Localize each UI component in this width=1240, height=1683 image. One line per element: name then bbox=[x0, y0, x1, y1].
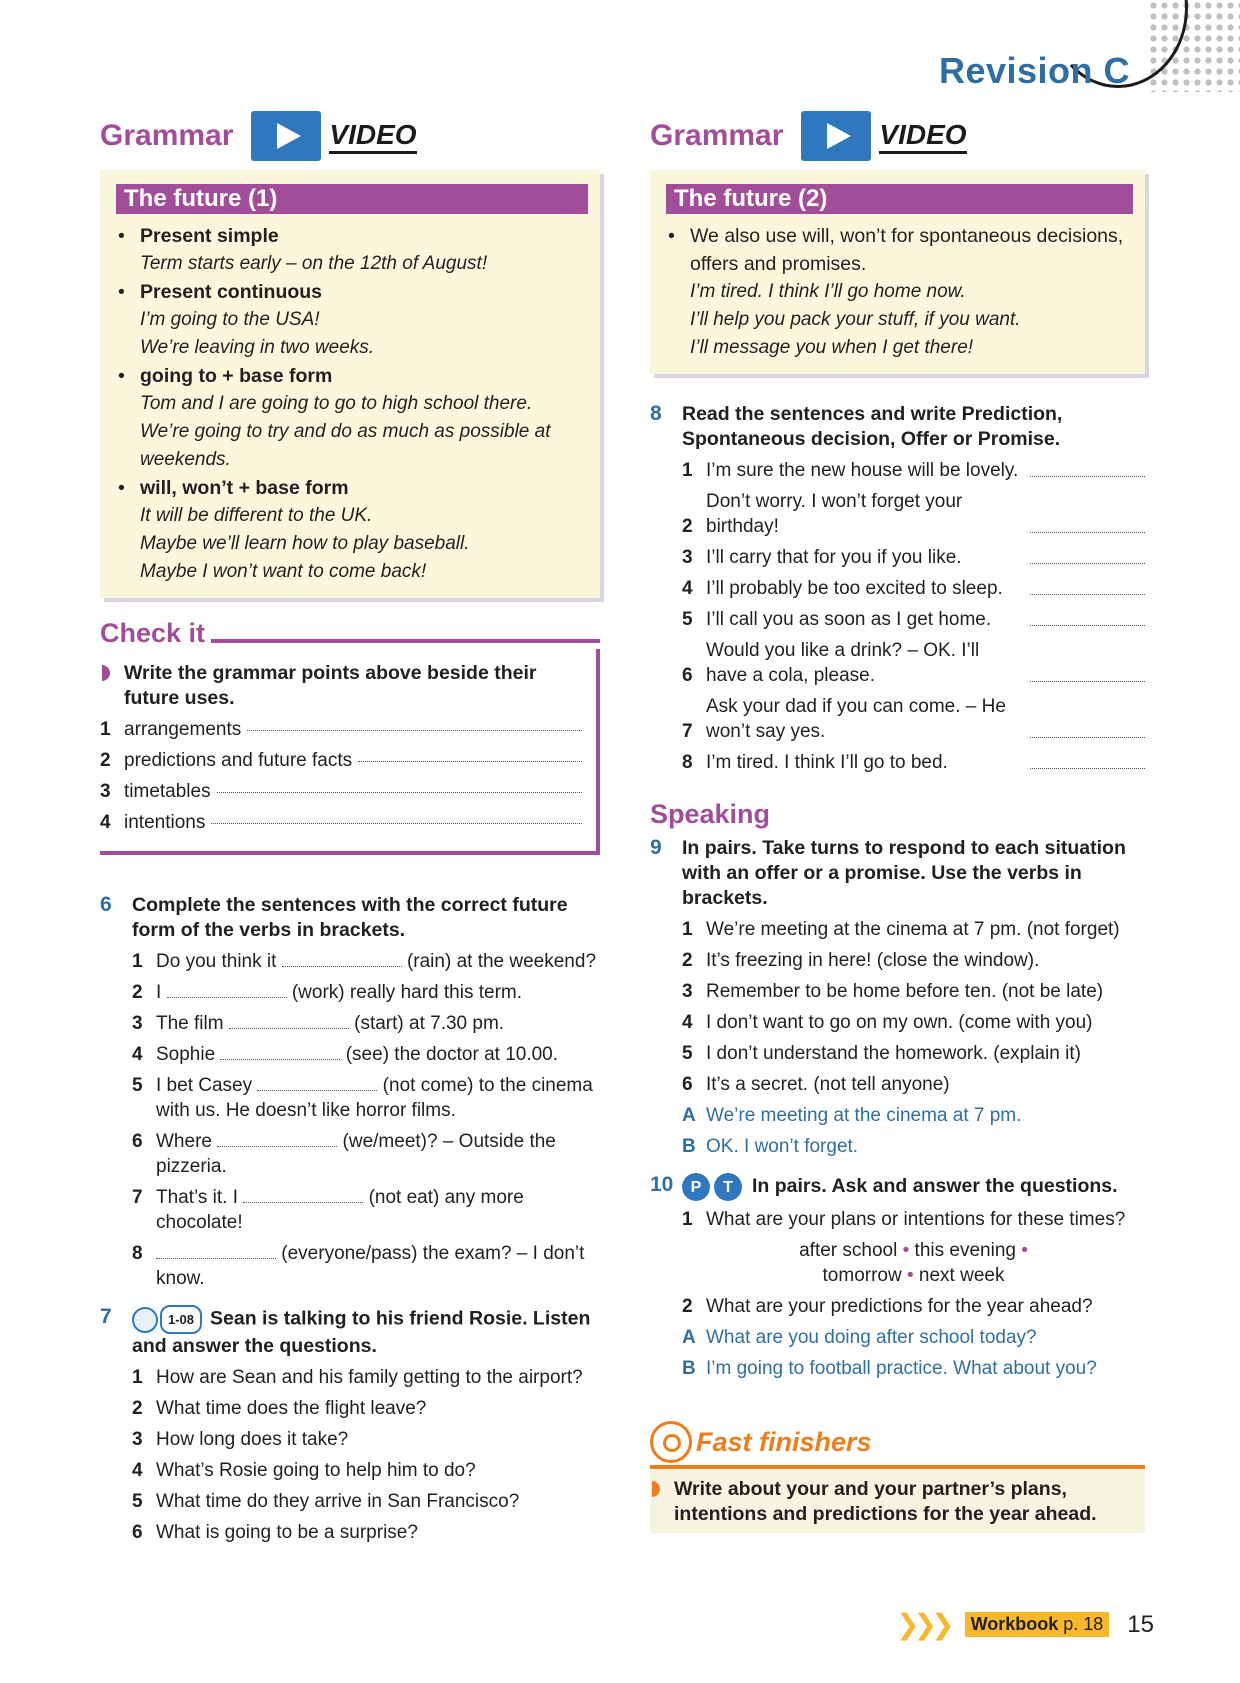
item-number: 3 bbox=[100, 781, 111, 802]
item-text: arrangements bbox=[124, 719, 242, 740]
item-number: 7 bbox=[682, 721, 693, 742]
list-item bbox=[132, 1396, 600, 1421]
grammar-point-label: • going to + base form bbox=[140, 365, 333, 387]
item-text: predictions and future facts bbox=[124, 750, 353, 771]
item-number: 2 bbox=[682, 950, 693, 971]
list-item bbox=[682, 638, 1145, 688]
sentence-start: Sophie bbox=[156, 1044, 221, 1065]
grammar-examples bbox=[668, 278, 1127, 362]
sentence-start: Where bbox=[156, 1131, 218, 1152]
exercise-7-items bbox=[132, 1365, 600, 1545]
example-sentence: We’re leaving in two weeks. bbox=[140, 337, 375, 358]
item-text bbox=[156, 1185, 600, 1235]
time-phrase: this evening bbox=[914, 1240, 1016, 1261]
item-text: Remember to be home before ten. (not be late) bbox=[706, 981, 1104, 1002]
answer-line bbox=[211, 810, 582, 824]
list-item bbox=[682, 694, 1145, 744]
sentence-start: That’s it. I bbox=[156, 1187, 244, 1208]
p-icon: P bbox=[682, 1173, 710, 1201]
sentence-start: I bet Casey bbox=[156, 1075, 258, 1096]
list-item bbox=[682, 1294, 1145, 1319]
t-icon: T bbox=[714, 1173, 742, 1201]
example-sentence: I’ll help you pack your stuff, if you want. bbox=[690, 309, 1021, 330]
grammar-heading-left bbox=[100, 108, 600, 164]
exercise-number: 9 bbox=[650, 836, 662, 859]
example-sentence: Term starts early – on the 12th of August! bbox=[140, 253, 488, 274]
model-dialogue-line bbox=[682, 1356, 1145, 1381]
example-sentence: I’m going to the USA! bbox=[140, 309, 320, 330]
item-number: 7 bbox=[132, 1187, 143, 1208]
list-item bbox=[682, 1010, 1145, 1035]
exercise-8 bbox=[650, 402, 1145, 781]
exercise-instruction: Complete the sentences with the correct future form of the verbs in brackets. bbox=[132, 894, 568, 941]
sentence-start: The film bbox=[156, 1013, 229, 1034]
item-text: timetables bbox=[124, 781, 211, 802]
item-text: I’m sure the new house will be lovely. bbox=[706, 460, 1019, 481]
list-item bbox=[682, 607, 1145, 632]
grammar-rule bbox=[668, 222, 1127, 278]
item-text: What time does the flight leave? bbox=[156, 1398, 427, 1419]
fast-finishers-instruction: Write about your and your partner’s plans, intentions and predictions for the year ahead. bbox=[650, 1477, 1135, 1527]
item-number: 5 bbox=[682, 609, 693, 630]
item-number: 3 bbox=[132, 1429, 143, 1450]
item-number: 1 bbox=[132, 951, 143, 972]
item-number: 1 bbox=[682, 919, 693, 940]
list-item bbox=[682, 750, 1145, 775]
item-text: We’re meeting at the cinema at 7 pm. (not forget) bbox=[706, 919, 1120, 940]
grammar-box-future-1 bbox=[100, 170, 600, 598]
item-number: 3 bbox=[682, 981, 693, 1002]
times-line-2: tomorrow • next week bbox=[822, 1265, 1005, 1286]
item-text: I’ll carry that for you if you like. bbox=[706, 547, 962, 568]
exercise-number: 10 bbox=[650, 1173, 674, 1196]
dialogue-text: OK. I won’t forget. bbox=[706, 1136, 859, 1157]
model-dialogue-line bbox=[682, 1134, 1145, 1159]
item-text: It’s a secret. (not tell anyone) bbox=[706, 1074, 950, 1095]
audio-track-button[interactable] bbox=[132, 1305, 202, 1334]
answer-line bbox=[1030, 668, 1145, 682]
list-item bbox=[132, 980, 600, 1005]
check-it-title: Check it bbox=[100, 618, 206, 648]
item-number: 3 bbox=[682, 547, 693, 568]
box-title: The future (1) bbox=[116, 184, 588, 214]
box-title: The future (2) bbox=[666, 184, 1133, 214]
item-number: 1 bbox=[100, 719, 111, 740]
item-text bbox=[156, 949, 600, 974]
model-dialogue-line bbox=[682, 1103, 1145, 1128]
item-text: I don’t want to go on my own. (come with you) bbox=[706, 1012, 1093, 1033]
answer-line bbox=[1030, 463, 1145, 477]
exercise-7 bbox=[100, 1305, 600, 1551]
grammar-point bbox=[118, 474, 582, 586]
item-text: What time do they arrive in San Francisco? bbox=[156, 1491, 520, 1512]
exercise-instruction bbox=[132, 1305, 600, 1359]
sentence-end: (we/meet)? – Outside the pizzeria. bbox=[156, 1131, 556, 1177]
grammar-point-label: • will, won’t + base form bbox=[140, 477, 349, 499]
list-item bbox=[682, 948, 1145, 973]
item-text: What’s Rosie going to help him to do? bbox=[156, 1460, 476, 1481]
time-phrase: tomorrow bbox=[822, 1265, 902, 1286]
list-item bbox=[682, 1041, 1145, 1066]
list-item bbox=[132, 1073, 600, 1123]
list-item: 1 What are your plans or intentions for these times? bbox=[682, 1207, 1145, 1232]
item-text bbox=[156, 1042, 600, 1067]
item-number: 1 bbox=[682, 460, 693, 481]
video-button[interactable] bbox=[251, 111, 416, 161]
list-item bbox=[132, 949, 600, 974]
grammar-points bbox=[118, 222, 582, 586]
time-phrase: after school bbox=[799, 1240, 898, 1261]
item-number: 2 bbox=[682, 516, 693, 537]
answer-line bbox=[1030, 581, 1145, 595]
answer-line bbox=[217, 779, 582, 793]
check-it-box bbox=[100, 649, 600, 855]
answer-line bbox=[1030, 755, 1145, 769]
item-text: I don’t understand the homework. (explain it) bbox=[706, 1043, 1081, 1064]
list-item bbox=[132, 1427, 600, 1452]
answer-line bbox=[1030, 550, 1145, 564]
example-sentence: I’ll message you when I get there! bbox=[690, 337, 974, 358]
item-text: Would you like a drink? – OK. I’ll have a cola, please. bbox=[706, 640, 980, 686]
grammar-title: Grammar bbox=[100, 119, 234, 152]
question-text: What are your plans or intentions for these times? bbox=[706, 1209, 1126, 1230]
instruction-text: Sean is talking to his friend Rosie. Listen and answer the questions. bbox=[132, 1307, 591, 1357]
list-item bbox=[132, 1185, 600, 1235]
list-item bbox=[682, 1072, 1145, 1097]
gap-blank bbox=[156, 1258, 276, 1259]
item-number: 2 bbox=[682, 1296, 693, 1317]
speaker-letter: A bbox=[682, 1327, 696, 1348]
example-sentence: Maybe I won’t want to come back! bbox=[140, 561, 427, 582]
video-label: VIDEO bbox=[879, 119, 966, 154]
list-item bbox=[100, 810, 582, 835]
time-phrase: next week bbox=[918, 1265, 1005, 1286]
speaker-letter: A bbox=[682, 1105, 696, 1126]
audio-track-label: 1-08 bbox=[160, 1305, 202, 1334]
instruction-text: In pairs. Ask and answer the questions. bbox=[752, 1175, 1118, 1198]
check-items bbox=[100, 717, 582, 835]
sentence-end: (everyone/pass) the exam? – I don’t know. bbox=[156, 1243, 585, 1289]
sentence-start: Do you think it bbox=[156, 951, 282, 972]
list-item bbox=[132, 1241, 600, 1291]
item-text: I’m tired. I think I’ll go to bed. bbox=[706, 752, 948, 773]
item-number: 5 bbox=[682, 1043, 693, 1064]
speaking-title: Speaking bbox=[650, 799, 771, 829]
item-number: 6 bbox=[682, 665, 693, 686]
item-text: How long does it take? bbox=[156, 1429, 349, 1450]
list-item bbox=[682, 489, 1145, 539]
check-it-heading bbox=[100, 618, 600, 649]
exercise-10-items bbox=[682, 1207, 1145, 1232]
item-number: 8 bbox=[132, 1243, 143, 1264]
question-text: What are your predictions for the year ahead? bbox=[706, 1296, 1093, 1317]
item-text: What is going to be a surprise? bbox=[156, 1522, 418, 1543]
exercise-instruction: In pairs. Take turns to respond to each situation with an offer or a promise. Use the verbs in brackets. bbox=[682, 837, 1126, 909]
sentence-end: (not come) to the cinema with us. He doesn’t like horror films. bbox=[156, 1075, 593, 1121]
model-dialogue-line bbox=[682, 1325, 1145, 1350]
grammar-point bbox=[118, 362, 582, 474]
grammar-point-label: • Present simple bbox=[140, 225, 279, 247]
grammar-point-label: • Present continuous bbox=[140, 281, 323, 303]
speaker-icon bbox=[132, 1307, 158, 1333]
exercise-number: 8 bbox=[650, 402, 662, 425]
footer bbox=[896, 1608, 1154, 1641]
page-title: Revision C bbox=[938, 50, 1130, 91]
exercise-8-items bbox=[682, 458, 1145, 775]
sentence-end: (work) really hard this term. bbox=[286, 982, 523, 1003]
grammar-points bbox=[668, 222, 1127, 278]
gap-blank bbox=[257, 1090, 377, 1091]
list-item bbox=[132, 1011, 600, 1036]
dialogue-text: We’re meeting at the cinema at 7 pm. bbox=[706, 1105, 1022, 1126]
speedometer-icon bbox=[650, 1421, 692, 1463]
answer-line bbox=[1030, 612, 1145, 626]
speaker-letter: B bbox=[682, 1358, 696, 1379]
exercise-10-more bbox=[682, 1294, 1145, 1381]
item-number: 2 bbox=[100, 750, 111, 771]
list-item bbox=[100, 717, 582, 742]
fast-finishers-title: Fast finishers bbox=[696, 1426, 872, 1457]
item-number: 1 bbox=[132, 1367, 143, 1388]
gap-blank bbox=[217, 1146, 337, 1147]
item-number: 6 bbox=[132, 1522, 143, 1543]
sentence-start: I bbox=[156, 982, 167, 1003]
item-text bbox=[156, 1129, 600, 1179]
grammar-box-future-2 bbox=[650, 170, 1145, 374]
list-item bbox=[682, 458, 1145, 483]
pair-task-icons bbox=[682, 1173, 742, 1201]
item-number: 4 bbox=[132, 1044, 143, 1065]
grammar-title: Grammar bbox=[650, 119, 784, 152]
item-text: intentions bbox=[124, 812, 206, 833]
exercise-6 bbox=[100, 893, 600, 1297]
left-column bbox=[100, 108, 600, 1551]
list-item bbox=[100, 779, 582, 804]
exercise-number: 7 bbox=[100, 1305, 112, 1328]
item-number: 6 bbox=[132, 1131, 143, 1152]
example-sentence: It will be different to the UK. bbox=[140, 505, 373, 526]
heading-rule bbox=[211, 639, 600, 643]
gap-blank bbox=[167, 997, 287, 998]
item-number: 3 bbox=[132, 1013, 143, 1034]
item-text bbox=[156, 1241, 600, 1291]
video-label: VIDEO bbox=[329, 119, 416, 154]
list-item bbox=[132, 1489, 600, 1514]
speaker-letter: B bbox=[682, 1136, 696, 1157]
grammar-point bbox=[118, 278, 582, 362]
item-text: How are Sean and his family getting to the airport? bbox=[156, 1367, 583, 1388]
gap-blank bbox=[243, 1202, 363, 1203]
item-text bbox=[156, 1073, 600, 1123]
item-text: Don’t worry. I won’t forget your birthday! bbox=[706, 491, 963, 537]
exercise-number: 6 bbox=[100, 893, 112, 916]
item-number: 2 bbox=[132, 982, 143, 1003]
item-text: I’ll probably be too excited to sleep. bbox=[706, 578, 1003, 599]
item-number: 6 bbox=[682, 1074, 693, 1095]
example-sentence: Maybe we’ll learn how to play baseball. bbox=[140, 533, 470, 554]
item-text: Ask your dad if you can come. – He won’t say yes. bbox=[706, 696, 1006, 742]
item-number: 5 bbox=[132, 1075, 143, 1096]
example-sentence: We’re going to try and do as much as possible at weekends. bbox=[140, 421, 551, 470]
exercise-10 bbox=[650, 1173, 1145, 1387]
grammar-heading-right bbox=[650, 108, 1145, 164]
exercise-9-items bbox=[682, 917, 1145, 1159]
item-number: 4 bbox=[100, 812, 111, 833]
exercise-9 bbox=[650, 836, 1145, 1165]
video-button[interactable] bbox=[801, 111, 966, 161]
sentence-end: (see) the doctor at 10.00. bbox=[340, 1044, 559, 1065]
fast-finishers-box bbox=[650, 1465, 1145, 1533]
times-line-1: after school • this evening • bbox=[799, 1240, 1028, 1261]
gap-blank bbox=[282, 966, 402, 967]
gap-blank bbox=[220, 1059, 340, 1060]
list-item bbox=[132, 1458, 600, 1483]
page-number: 15 bbox=[1127, 1610, 1154, 1638]
sentence-end: (start) at 7.30 pm. bbox=[348, 1013, 505, 1034]
answer-line bbox=[358, 748, 582, 762]
dialogue-text: I’m going to football practice. What about you? bbox=[706, 1358, 1097, 1379]
gap-blank bbox=[229, 1028, 349, 1029]
item-text bbox=[156, 980, 600, 1005]
item-text: I’ll call you as soon as I get home. bbox=[706, 609, 992, 630]
list-item bbox=[132, 1042, 600, 1067]
list-item bbox=[132, 1129, 600, 1179]
item-number: 4 bbox=[682, 1012, 693, 1033]
list-item bbox=[682, 917, 1145, 942]
item-number: 4 bbox=[682, 578, 693, 599]
exercise-6-items bbox=[132, 949, 600, 1291]
workbook-link[interactable]: Workbook p. 18 bbox=[965, 1612, 1110, 1637]
chevrons-icon: ❯❯❯ bbox=[896, 1609, 949, 1640]
list-item bbox=[682, 979, 1145, 1004]
answer-line bbox=[1030, 519, 1145, 533]
answer-line bbox=[247, 717, 582, 731]
check-instruction: Write the grammar points above beside their future uses. bbox=[100, 661, 582, 711]
item-number: 4 bbox=[132, 1460, 143, 1481]
item-number: 8 bbox=[682, 752, 693, 773]
sentence-end: (rain) at the weekend? bbox=[401, 951, 597, 972]
fast-finishers-heading bbox=[650, 1421, 1145, 1463]
exercise-instruction bbox=[682, 1173, 1145, 1201]
list-item bbox=[682, 576, 1145, 601]
item-number: 2 bbox=[132, 1398, 143, 1419]
dialogue-text: What are you doing after school today? bbox=[706, 1327, 1037, 1348]
sentence-end: (not eat) any more chocolate! bbox=[156, 1187, 524, 1233]
list-item bbox=[100, 748, 582, 773]
exercise-instruction: Read the sentences and write Prediction, Spontaneous decision, Offer or Promise. bbox=[682, 403, 1063, 450]
rule-text: We also use will, won’t for spontaneous decisions, offers and promises. bbox=[690, 225, 1124, 275]
play-icon bbox=[251, 111, 321, 161]
example-sentence: I’m tired. I think I’ll go home now. bbox=[690, 281, 966, 302]
item-number: 5 bbox=[132, 1491, 143, 1512]
item-text: It’s freezing in here! (close the window). bbox=[706, 950, 1040, 971]
list-item bbox=[132, 1365, 600, 1390]
answer-line bbox=[1030, 724, 1145, 738]
list-item bbox=[132, 1520, 600, 1545]
item-text bbox=[156, 1011, 600, 1036]
right-column bbox=[650, 108, 1145, 1533]
play-icon bbox=[801, 111, 871, 161]
list-item bbox=[682, 545, 1145, 570]
grammar-point bbox=[118, 222, 582, 278]
example-sentence: Tom and I are going to go to high school there. bbox=[140, 393, 533, 414]
